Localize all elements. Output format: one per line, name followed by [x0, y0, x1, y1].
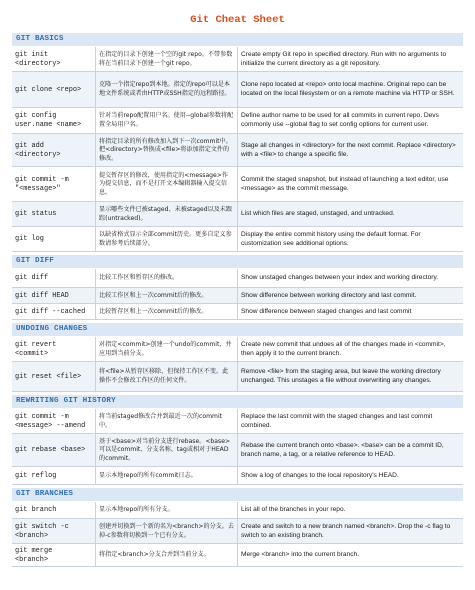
section-header: UNDOING CHANGES: [12, 323, 463, 336]
command-cell: git commit -m <message> --amend: [12, 409, 96, 433]
command-cell: git init <directory>: [12, 47, 96, 71]
section-git-diff: [12, 255, 463, 320]
english-description-cell: Create empty Git repo in specified directory. Run with no arguments to initialize the current directory as a git repository.: [241, 50, 447, 67]
chinese-description-cell: 显示本地repo的所有commit日志。: [96, 467, 238, 484]
chinese-description-cell: 克隆一个指定repo到本地。指定的repo可以是本地文件系统或者由HTTP或SSH指定的远程路径。: [96, 72, 238, 107]
section-header: GIT DIFF: [12, 255, 463, 268]
command-cell: git rebase <base>: [12, 434, 96, 466]
table-row: [12, 269, 463, 288]
table-row: [12, 108, 463, 134]
english-description-cell: Define author name to be used for all commits in current repo. Devs commonly use --global flag to set config options for current user.: [241, 112, 439, 128]
english-description-cell: Rebase the current branch onto <base>. <base> can be a commit ID, branch name, a tag, or a relative reference to HEAD.: [241, 441, 444, 458]
chinese-description-cell: 以缺省格式显示全部commit历史。更多自定义参数请参考后续部分。: [96, 227, 238, 251]
table-row: [12, 202, 463, 227]
english-description-cell: Remove <file> from the staging area, but leave the working directory unchanged. This unstages a file without overwriting any changes.: [241, 368, 441, 384]
table-row: [12, 47, 463, 72]
command-cell: git log: [12, 227, 96, 251]
table-row: [12, 288, 463, 304]
command-cell: git diff --cached: [12, 304, 96, 319]
chinese-description-cell: 基于<base>对当前分支进行rebase。<base>可以是commit、分支名称、tag或相对于HEAD的commit。: [96, 434, 238, 466]
table-row: [12, 304, 463, 320]
command-cell: git config user.name <name>: [12, 108, 96, 133]
english-description-cell: Show a log of changes to the local repository's HEAD.: [241, 471, 399, 479]
english-description-cell: Create new commit that undoes all of the changes made in <commit>, then apply it to the current branch.: [241, 340, 446, 357]
command-cell: git merge <branch>: [12, 544, 96, 566]
chinese-description-cell: 比较工作区和暂存区的修改。: [96, 269, 238, 287]
english-description-cell: Show difference between staged changes and last commit: [241, 307, 412, 315]
english-description-cell: Commit the staged snapshot, but instead of launching a text editor, use <message> as the commit message.: [241, 175, 449, 192]
table-row: [12, 72, 463, 108]
chinese-description-cell: 针对当前repo配置用户名。使用--global参数将配置全局用户名。: [96, 108, 238, 133]
chinese-description-cell: 将指定目录的所有修改加入到下一次commit中。把<directory>替换成<file>将添加指定文件的修改。: [96, 134, 238, 166]
table-row: [12, 227, 463, 252]
section-git-branches: [12, 488, 463, 567]
chinese-description-cell: 提交暂存区的修改，使用指定的<message>作为提交信息，而不是打开文本编辑器输入提交信息。: [96, 167, 238, 201]
chinese-description-cell: 创建并切换到一个新的名为<branch>的分支。去掉-c参数将切换到一个已有分支。: [96, 519, 238, 543]
command-cell: git reflog: [12, 467, 96, 484]
table-row: [12, 362, 463, 392]
chinese-description-cell: 比较暂存区和上一次commit后的修改。: [96, 304, 238, 319]
chinese-description-cell: 在指定的目录下创建一个空的git repo。不带参数将在当前目录下创建一个git repo。: [96, 47, 238, 71]
english-description-cell: Stage all changes in <directory> for the next commit. Replace <directory> with a <file> to change a specific file.: [241, 141, 456, 158]
chinese-description-cell: 显示本地repo的所有分支。: [96, 502, 238, 518]
chinese-description-cell: 比较工作区和上一次commit后的修改。: [96, 288, 238, 303]
command-cell: git switch -c <branch>: [12, 519, 96, 543]
table-row: [12, 519, 463, 544]
chinese-description-cell: 将指定<branch>分支合并到当前分支。: [96, 544, 238, 566]
table-row: [12, 544, 463, 567]
page-title: Git Cheat Sheet: [190, 14, 285, 26]
command-cell: git reset <file>: [12, 362, 96, 391]
section-header: REWRITING GIT HISTORY: [12, 395, 463, 408]
english-description-cell: Clone repo located at <repo> onto local machine. Original repo can be located on the local filesystem or on a remote machine via HTTP or SSH.: [241, 81, 455, 97]
section-rewriting-git-history: [12, 395, 463, 485]
section-header: GIT BRANCHES: [12, 488, 463, 501]
command-cell: git commit -m "<message>": [12, 167, 96, 201]
table-row: [12, 434, 463, 467]
english-description-cell: List which files are staged, unstaged, and untracked.: [241, 210, 395, 218]
chinese-description-cell: 将<file>从暂存区移除，但保持工作区不变。此操作不会修改工作区的任何文件。: [96, 362, 238, 391]
table-row: [12, 337, 463, 362]
section-header: GIT BASICS: [12, 33, 463, 46]
command-cell: git revert <commit>: [12, 337, 96, 361]
command-cell: git branch: [12, 502, 96, 518]
english-description-cell: Create and switch to a new branch named <branch>. Drop the -c flag to switch to an existing branch.: [241, 522, 451, 539]
table-row: [12, 467, 463, 485]
table-row: [12, 409, 463, 434]
english-description-cell: Replace the last commit with the staged changes and last commit combined.: [241, 412, 433, 429]
section-undoing-changes: [12, 323, 463, 392]
section-git-basics: [12, 33, 463, 252]
table-row: [12, 502, 463, 519]
english-description-cell: Show difference between working directory and last commit.: [241, 291, 417, 299]
command-cell: git status: [12, 202, 96, 226]
english-description-cell: Show unstaged changes between your index and working directory.: [241, 274, 439, 282]
command-cell: git add <directory>: [12, 134, 96, 166]
table-row: [12, 134, 463, 167]
sections-container: [12, 33, 463, 567]
table-row: [12, 167, 463, 202]
english-description-cell: List all of the branches in your repo.: [241, 506, 346, 514]
chinese-description-cell: 显示哪些文件已被staged、未被staged以及未跟踪(untracked)。: [96, 202, 238, 226]
command-cell: git diff: [12, 269, 96, 287]
command-cell: git diff HEAD: [12, 288, 96, 303]
chinese-description-cell: 将当前staged修改合并到最近一次的commit中。: [96, 409, 238, 433]
english-description-cell: Merge <branch> into the current branch.: [241, 551, 360, 559]
command-cell: git clone <repo>: [12, 72, 96, 107]
english-description-cell: Display the entire commit history using the default format. For customization see additional options.: [241, 230, 421, 247]
chinese-description-cell: 对指定<commit>创建一个undo的commit，并应用到当前分支。: [96, 337, 238, 361]
